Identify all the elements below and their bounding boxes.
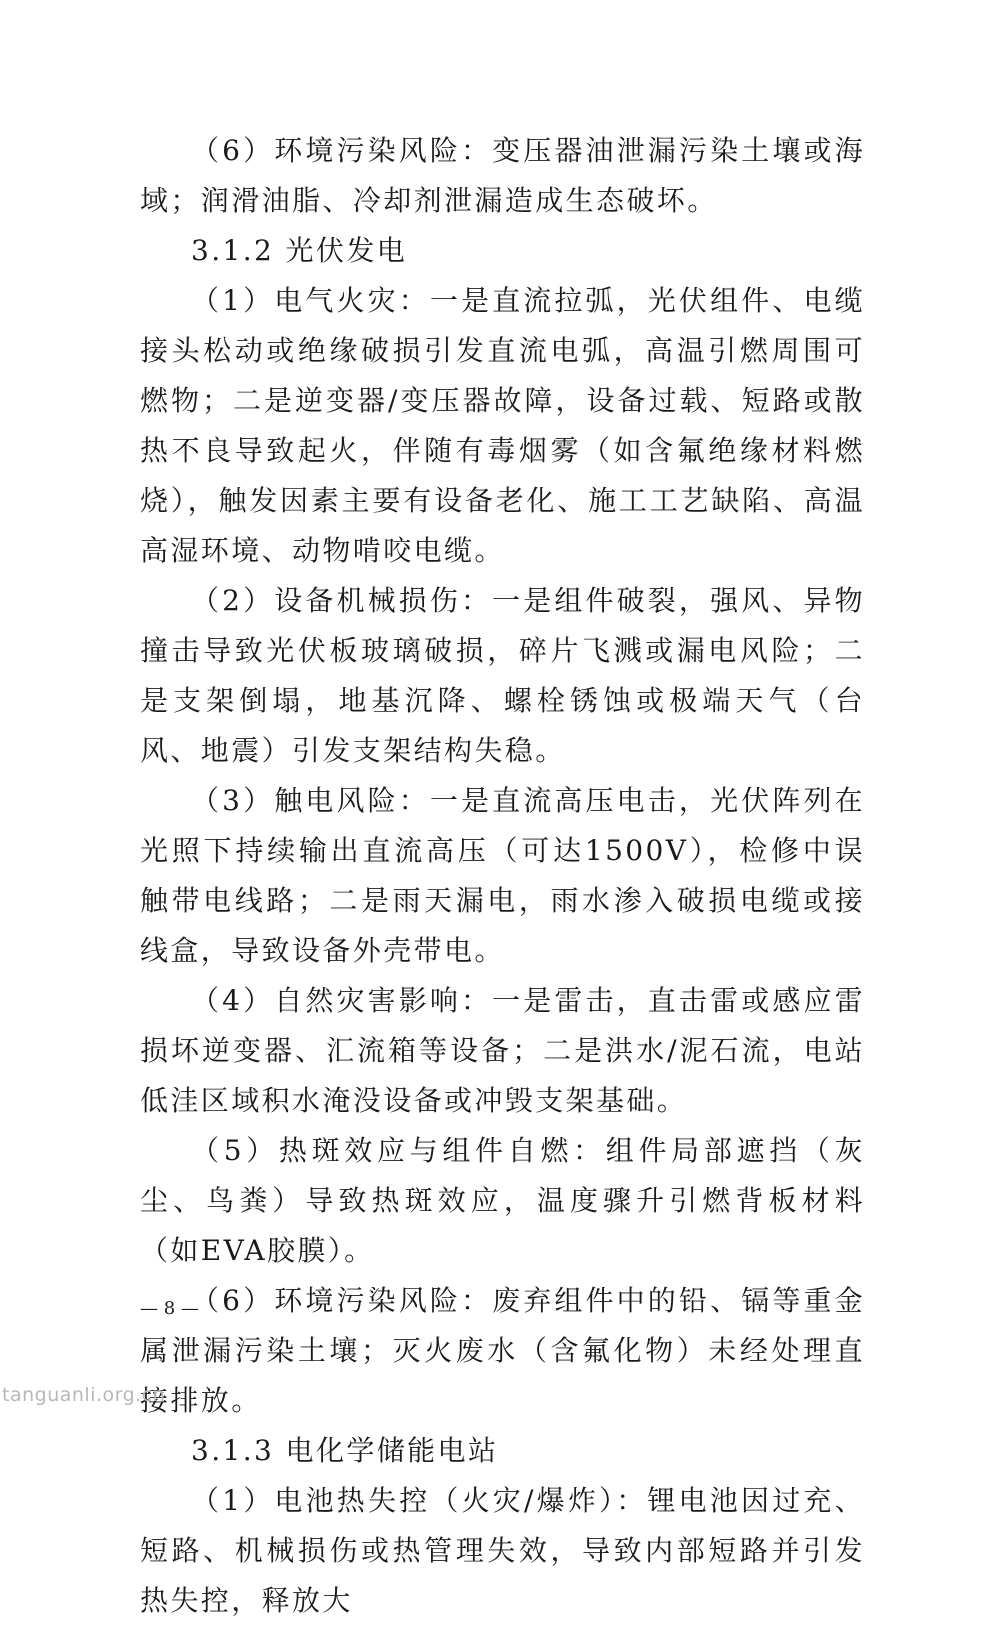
page-number: — 8 — <box>140 1298 199 1319</box>
document-body <box>140 126 865 1626</box>
paragraph-env-pollution-pv: （6）环境污染风险：废弃组件中的铅、镉等重金属泄漏污染土壤；灭火废水（含氟化物）未经处理直接排放。 <box>140 1284 865 1417</box>
paragraph-electrical-fire: （1）电气火灾：一是直流拉弧，光伏组件、电缆接头松动或绝缘破损引发直流电弧，高温引燃周围可燃物；二是逆变器/变压器故障，设备过载、短路或散热不良导致起火，伴随有毒烟雾（如含氟绝缘材料燃烧），触发因素主要有设备老化、施工工艺缺陷、高温高湿环境、动物啃咬电缆。 <box>140 284 865 567</box>
site-watermark: tanguanli.org.cn <box>2 1384 166 1406</box>
paragraph-electric-shock: （3）触电风险：一是直流高压电击，光伏阵列在光照下持续输出直流高压（可达1500V），检修中误触带电线路；二是雨天漏电，雨水渗入破损电缆或接线盒，导致设备外壳带电。 <box>140 784 865 967</box>
paragraph-natural-disaster: （4）自然灾害影响：一是雷击，直击雷或感应雷损坏逆变器、汇流箱等设备；二是洪水/泥石流，电站低洼区域积水淹没设备或冲毁支架基础。 <box>140 984 865 1117</box>
section-heading-storage: 3.1.3 电化学储能电站 <box>191 1434 499 1467</box>
paragraph-thermal-runaway: （1）电池热失控（火灾/爆炸）：锂电池因过充、短路、机械损伤或热管理失效，导致内部短路并引发热失控，释放大 <box>140 1484 865 1617</box>
paragraph-hot-spot: （5）热斑效应与组件自燃：组件局部遮挡（灰尘、鸟粪）导致热斑效应，温度骤升引燃背板材料（如EVA胶膜）。 <box>140 1134 865 1267</box>
paragraph-env-pollution-wind: （6）环境污染风险：变压器油泄漏污染土壤或海域；润滑油脂、冷却剂泄漏造成生态破坏。 <box>140 134 865 217</box>
paragraph-mechanical-damage: （2）设备机械损伤：一是组件破裂，强风、异物撞击导致光伏板玻璃破损，碎片飞溅或漏电风险；二是支架倒塌，地基沉降、螺栓锈蚀或极端天气（台风、地震）引发支架结构失稳。 <box>140 584 865 767</box>
section-heading-pv: 3.1.2 光伏发电 <box>191 234 408 267</box>
